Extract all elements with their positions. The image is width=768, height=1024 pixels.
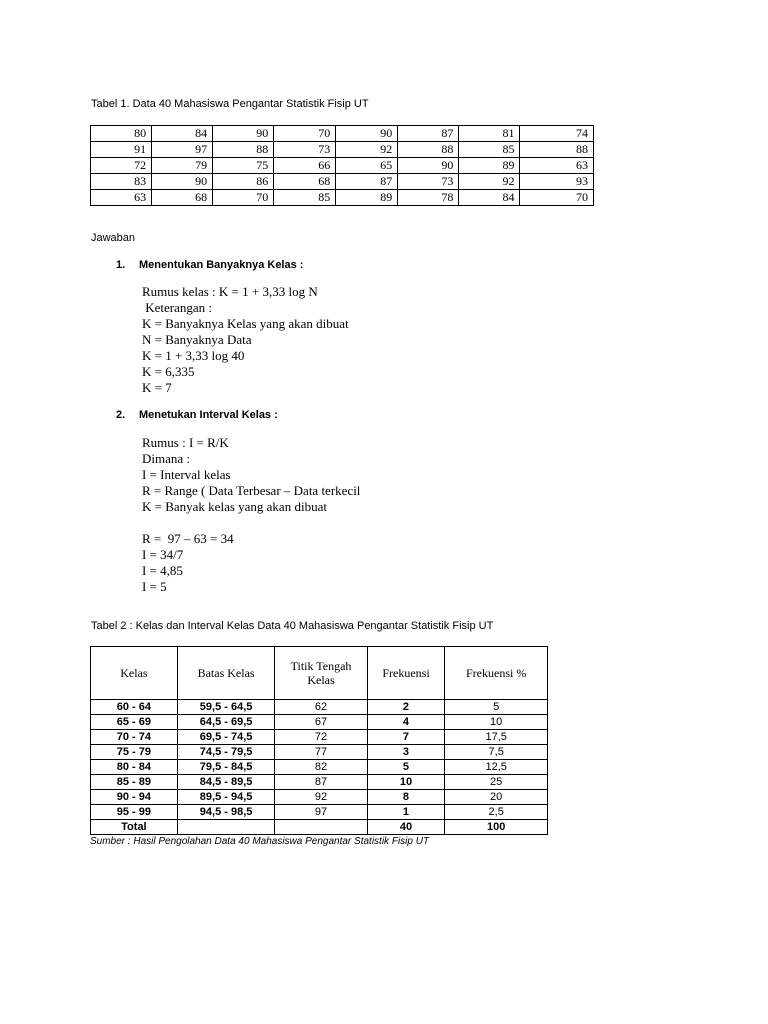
table2-cell: 72 — [275, 730, 367, 745]
table2-cell: 75 - 79 — [91, 745, 178, 760]
table2-header: Kelas — [91, 647, 178, 700]
table2-cell — [275, 820, 367, 835]
table2-cell: 10 — [445, 715, 548, 730]
table2-cell: 12,5 — [445, 760, 548, 775]
table1-cell: 70 — [213, 190, 274, 206]
table1-row — [91, 174, 594, 190]
table2-cell: 92 — [275, 790, 367, 805]
table1-caption: Tabel 1. Data 40 Mahasiswa Pengantar Statistik Fisip UT — [91, 98, 369, 110]
step2-line: I = 4,85 — [142, 563, 183, 578]
table2-cell: 2 — [367, 700, 445, 715]
table1-cell: 93 — [520, 174, 594, 190]
table1-cell: 90 — [336, 126, 398, 142]
table1-cell: 70 — [520, 190, 594, 206]
table2-cell: 2,5 — [445, 805, 548, 820]
table1-cell: 89 — [459, 158, 520, 174]
table2-cell: 64,5 - 69,5 — [177, 715, 275, 730]
table1-cell: 79 — [152, 158, 213, 174]
table1-cell: 63 — [91, 190, 152, 206]
table2-cell: 90 - 94 — [91, 790, 178, 805]
table2-cell: 17,5 — [445, 730, 548, 745]
answer-label: Jawaban — [91, 232, 136, 244]
table2-cell: 80 - 84 — [91, 760, 178, 775]
table1-cell: 65 — [336, 158, 398, 174]
table1-cell: 90 — [398, 158, 459, 174]
step2-line: Rumus : I = R/K — [142, 435, 229, 450]
table2-cell: 60 - 64 — [91, 700, 178, 715]
table1-cell: 91 — [91, 142, 152, 158]
step2-line: I = 5 — [142, 579, 167, 594]
table1-cell: 70 — [274, 126, 336, 142]
table2-cell: 8 — [367, 790, 445, 805]
table1-cell: 78 — [398, 190, 459, 206]
table2-cell: 69,5 - 74,5 — [177, 730, 275, 745]
table1-cell: 89 — [336, 190, 398, 206]
table1-cell: 85 — [459, 142, 520, 158]
step2-line — [142, 515, 360, 531]
step2-line: I = 34/7 — [142, 547, 184, 562]
step2-line: I = Interval kelas — [142, 467, 231, 482]
table2-cell: 82 — [275, 760, 367, 775]
table2-cell: 89,5 - 94,5 — [177, 790, 275, 805]
table2-row — [91, 730, 548, 745]
step2-formula-block — [142, 435, 360, 595]
step1-line: Rumus kelas : K = 1 + 3,33 log N — [142, 284, 318, 299]
table1-cell: 84 — [152, 126, 213, 142]
table2-row — [91, 745, 548, 760]
table2-cell: 67 — [275, 715, 367, 730]
step2-line: Dimana : — [142, 451, 191, 466]
table2-cell: 74,5 - 79,5 — [177, 745, 275, 760]
step2-title: Menetukan Interval Kelas : — [139, 409, 278, 421]
table2-cell: 1 — [367, 805, 445, 820]
table1-cell: 87 — [398, 126, 459, 142]
table2-cell: 100 — [445, 820, 548, 835]
table2-cell: 40 — [367, 820, 445, 835]
step2-line: R = 97 – 63 = 34 — [142, 531, 234, 546]
table1-cell: 86 — [213, 174, 274, 190]
table2-row — [91, 790, 548, 805]
table1-cell: 68 — [152, 190, 213, 206]
table2-frequency — [90, 646, 548, 835]
table2-row — [91, 805, 548, 820]
table1-cell: 85 — [274, 190, 336, 206]
table2-caption: Tabel 2 : Kelas dan Interval Kelas Data 40 Mahasiswa Pengantar Statistik Fisip UT — [91, 620, 494, 632]
table2-cell: 3 — [367, 745, 445, 760]
table2-row — [91, 760, 548, 775]
table1-cell: 88 — [520, 142, 594, 158]
table2-cell: 7,5 — [445, 745, 548, 760]
table2-cell: 65 - 69 — [91, 715, 178, 730]
step1-number: 1. — [116, 259, 126, 271]
table1-cell: 97 — [152, 142, 213, 158]
table2-row — [91, 700, 548, 715]
table1-cell: 75 — [213, 158, 274, 174]
step1-formula-block — [142, 284, 349, 396]
table1-data — [90, 125, 594, 206]
table2-header: Frekuensi — [367, 647, 445, 700]
table1-cell: 63 — [520, 158, 594, 174]
table1-cell: 66 — [274, 158, 336, 174]
table2-header: Titik Tengah Kelas — [275, 647, 367, 700]
step2-line: K = Banyak kelas yang akan dibuat — [142, 499, 327, 514]
table1-cell: 87 — [336, 174, 398, 190]
table2-header: Batas Kelas — [177, 647, 275, 700]
step1-line: K = 7 — [142, 380, 172, 395]
table1-cell: 88 — [398, 142, 459, 158]
table1-cell: 90 — [213, 126, 274, 142]
table2-total-row — [91, 820, 548, 835]
table1-cell: 73 — [398, 174, 459, 190]
table1-row — [91, 126, 594, 142]
table1-cell: 73 — [274, 142, 336, 158]
table2-cell: 97 — [275, 805, 367, 820]
table2-cell: 7 — [367, 730, 445, 745]
table2-row — [91, 775, 548, 790]
table2-cell: Total — [91, 820, 178, 835]
table1-row — [91, 190, 594, 206]
table2-cell: 20 — [445, 790, 548, 805]
table1-cell: 92 — [336, 142, 398, 158]
table2-cell — [177, 820, 275, 835]
step1-line: K = Banyaknya Kelas yang akan dibuat — [142, 316, 349, 331]
step1-line: Keterangan : — [142, 300, 213, 315]
table2-cell: 77 — [275, 745, 367, 760]
step1-line: N = Banyaknya Data — [142, 332, 252, 347]
table2-row — [91, 715, 548, 730]
table2-cell: 70 - 74 — [91, 730, 178, 745]
table1-cell: 80 — [91, 126, 152, 142]
table2-cell: 5 — [367, 760, 445, 775]
table2-cell: 87 — [275, 775, 367, 790]
table1-cell: 88 — [213, 142, 274, 158]
step2-number: 2. — [116, 409, 126, 421]
table1-row — [91, 142, 594, 158]
step1-line: K = 6,335 — [142, 364, 195, 379]
table2-cell: 94,5 - 98,5 — [177, 805, 275, 820]
table1-cell: 83 — [91, 174, 152, 190]
table2-cell: 84,5 - 89,5 — [177, 775, 275, 790]
table2-cell: 5 — [445, 700, 548, 715]
table2-cell: 25 — [445, 775, 548, 790]
table1-cell: 90 — [152, 174, 213, 190]
table1-row — [91, 158, 594, 174]
table1-cell: 92 — [459, 174, 520, 190]
table2-header: Frekuensi % — [445, 647, 548, 700]
step2-line: R = Range ( Data Terbesar – Data terkecil — [142, 483, 361, 498]
table2-cell: 85 - 89 — [91, 775, 178, 790]
table1-cell: 74 — [520, 126, 594, 142]
table2-cell: 10 — [367, 775, 445, 790]
table2-cell: 79,5 - 84,5 — [177, 760, 275, 775]
table1-cell: 84 — [459, 190, 520, 206]
source-note: Sumber : Hasil Pengolahan Data 40 Mahasiswa Pengantar Statistik Fisip UT — [90, 836, 430, 847]
table2-cell: 62 — [275, 700, 367, 715]
table2-cell: 4 — [367, 715, 445, 730]
table1-cell: 72 — [91, 158, 152, 174]
table2-cell: 95 - 99 — [91, 805, 178, 820]
table2-cell: 59,5 - 64,5 — [177, 700, 275, 715]
table1-cell: 81 — [459, 126, 520, 142]
step1-line: K = 1 + 3,33 log 40 — [142, 348, 245, 363]
table1-cell: 68 — [274, 174, 336, 190]
step1-title: Menentukan Banyaknya Kelas : — [139, 259, 304, 271]
